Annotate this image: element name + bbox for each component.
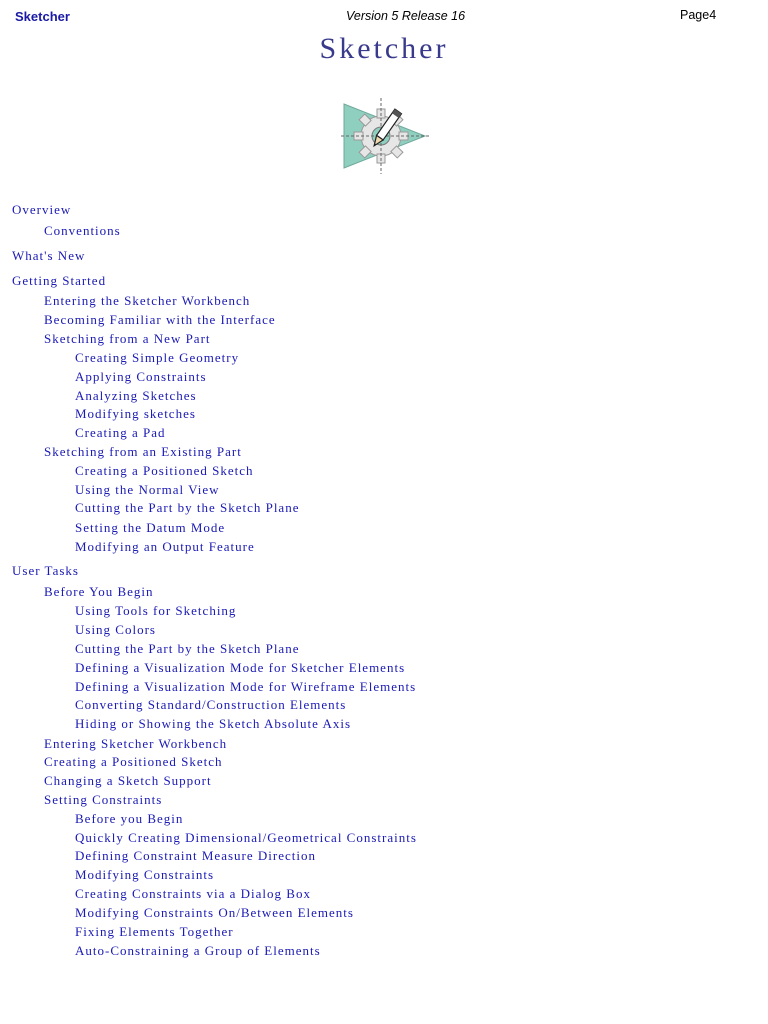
toc-link[interactable]: Conventions bbox=[44, 223, 121, 238]
toc-link[interactable]: Entering Sketcher Workbench bbox=[44, 736, 228, 751]
toc-link[interactable]: Cutting the Part by the Sketch Plane bbox=[75, 500, 300, 515]
toc-link[interactable]: Creating a Positioned Sketch bbox=[75, 463, 254, 478]
toc-link[interactable]: Sketching from an Existing Part bbox=[44, 444, 242, 459]
toc-link[interactable]: Before you Begin bbox=[75, 811, 184, 826]
toc-link[interactable]: Creating Constraints via a Dialog Box bbox=[75, 886, 311, 901]
toc-link[interactable]: Setting Constraints bbox=[44, 792, 163, 807]
header-version: Version 5 Release 16 bbox=[346, 9, 466, 23]
toc-link[interactable]: Analyzing Sketches bbox=[75, 388, 197, 403]
toc-link[interactable]: Creating a Positioned Sketch bbox=[44, 754, 223, 769]
toc-link[interactable]: Before You Begin bbox=[44, 584, 154, 599]
toc-link[interactable]: Defining Constraint Measure Direction bbox=[75, 848, 316, 863]
page-title: Sketcher bbox=[319, 32, 449, 65]
toc-link[interactable]: Changing a Sketch Support bbox=[44, 773, 212, 788]
toc-link[interactable]: Getting Started bbox=[12, 273, 107, 288]
toc-link[interactable]: What's New bbox=[12, 248, 86, 263]
toc-link[interactable]: Setting the Datum Mode bbox=[75, 520, 226, 535]
toc-link[interactable]: User Tasks bbox=[12, 563, 79, 578]
toc-link[interactable]: Applying Constraints bbox=[75, 369, 207, 384]
toc-link[interactable]: Cutting the Part by the Sketch Plane bbox=[75, 641, 300, 656]
header-doc-title-link[interactable]: Sketcher bbox=[15, 9, 70, 24]
toc-link[interactable]: Modifying an Output Feature bbox=[75, 539, 255, 554]
toc-link[interactable]: Creating a Pad bbox=[75, 425, 166, 440]
header-page-number: Page4 bbox=[680, 8, 717, 22]
toc-link[interactable]: Using Colors bbox=[75, 622, 156, 637]
toc-link[interactable]: Quickly Creating Dimensional/Geometrical Constraints bbox=[75, 830, 417, 845]
toc-link[interactable]: Fixing Elements Together bbox=[75, 924, 234, 939]
toc-link[interactable]: Using the Normal View bbox=[75, 482, 220, 497]
toc-link[interactable]: Using Tools for Sketching bbox=[75, 603, 237, 618]
toc-link[interactable]: Auto-Constraining a Group of Elements bbox=[75, 943, 321, 958]
toc-link[interactable]: Modifying Constraints bbox=[75, 867, 215, 882]
toc-link[interactable]: Entering the Sketcher Workbench bbox=[44, 293, 251, 308]
toc-link[interactable]: Converting Standard/Construction Elements bbox=[75, 697, 347, 712]
toc-link[interactable]: Defining a Visualization Mode for Wireframe Elements bbox=[75, 679, 417, 694]
toc-link[interactable]: Defining a Visualization Mode for Sketcher Elements bbox=[75, 660, 406, 675]
toc-link[interactable]: Creating Simple Geometry bbox=[75, 350, 240, 365]
toc-link[interactable]: Modifying sketches bbox=[75, 406, 196, 421]
sketcher-workbench-icon bbox=[341, 98, 429, 174]
toc-link[interactable]: Hiding or Showing the Sketch Absolute Axis bbox=[75, 716, 351, 731]
toc-link[interactable]: Overview bbox=[12, 202, 72, 217]
toc-link[interactable]: Modifying Constraints On/Between Elements bbox=[75, 905, 354, 920]
toc-link[interactable]: Becoming Familiar with the Interface bbox=[44, 312, 276, 327]
toc-link[interactable]: Sketching from a New Part bbox=[44, 331, 211, 346]
